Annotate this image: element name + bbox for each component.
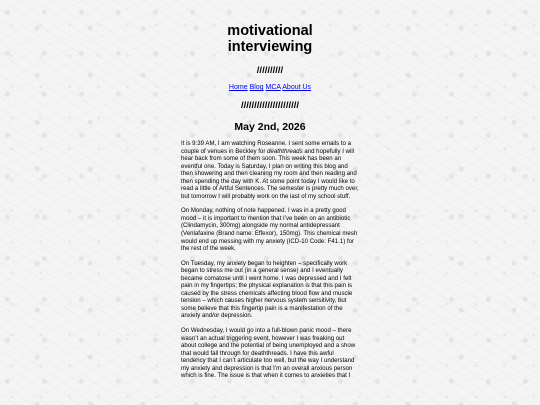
site-title [0, 23, 540, 55]
post-paragraph-1 [181, 140, 359, 200]
post-paragraph-2: On Monday, nothing of note happened. I was in a pretty good mood – it is important to mention that I’ve been on an antibiotic (Clindamycin, 300mg) alongside my normal antidepressant (Venlafaxine (Brand name: Effexor), 150mg). This chemical mesh would end up messing with my anxiety (ICD-10 Code: F41.1) for the rest of the week. [181, 207, 358, 253]
post-paragraph-3: On Tuesday, my anxiety began to heighten – specifically work began to stress me out (in a general sense) and I eventually became comatose until I went home. I was depressed and I felt pain in my fingertips; the physical explanation is that this pain is caused by the stress chemicals affecting blood flow and muscle tension – which causes higher nervous system sensitivity, but some believe that this fingertip pain is a manifestation of the anxiety and/or depression. [181, 259, 353, 320]
nav-link-home[interactable]: Home [228, 84, 248, 91]
main-nav [0, 84, 540, 91]
post-body [181, 140, 359, 387]
post-paragraph-1-part-a: It is 9:39 AM, I am watching Roseanne. I sent some emails to a couple of venues in Beckley for [181, 140, 352, 155]
nav-link-mca[interactable]: MCA [265, 84, 281, 91]
divider-long: ////////////////////// [240, 100, 300, 111]
post-paragraph-1-part-b: and hopefully I will hear back from some of them soon. This week has been an eventful one. Today is Saturday, I plan on writing this blog and then showering and then cleaning my room and then reading and then spending the day with K. At some point today I would like to read a little of Artful Sentences. The semester is pretty much over, but tomorrow I will probably work on the last of my school stuff. [181, 147, 359, 200]
site-title-line-1: motivational [227, 23, 313, 39]
post-date: May 2nd, 2026 [234, 121, 306, 133]
nav-link-blog[interactable]: Blog [249, 84, 264, 91]
band-name-emphasis: deaththreads [267, 147, 303, 155]
divider-short: ////////// [256, 65, 284, 76]
nav-link-about-us[interactable]: About Us [282, 84, 312, 91]
site-title-line-2: interviewing [227, 39, 313, 55]
post-paragraph-4: On Wednesday, I would go into a full-blown panic mood – there wasn’t an actual triggering event, however I was freaking out about college and the potential of being unemployed and a show that would fall through for deaththreads. I have this awful tendency that I can’t articulate too well, but the way I understand my anxiety and depression is that I’m an overall anxious person which is fine. The issue is that when it comes to anxieties that I [181, 327, 356, 380]
